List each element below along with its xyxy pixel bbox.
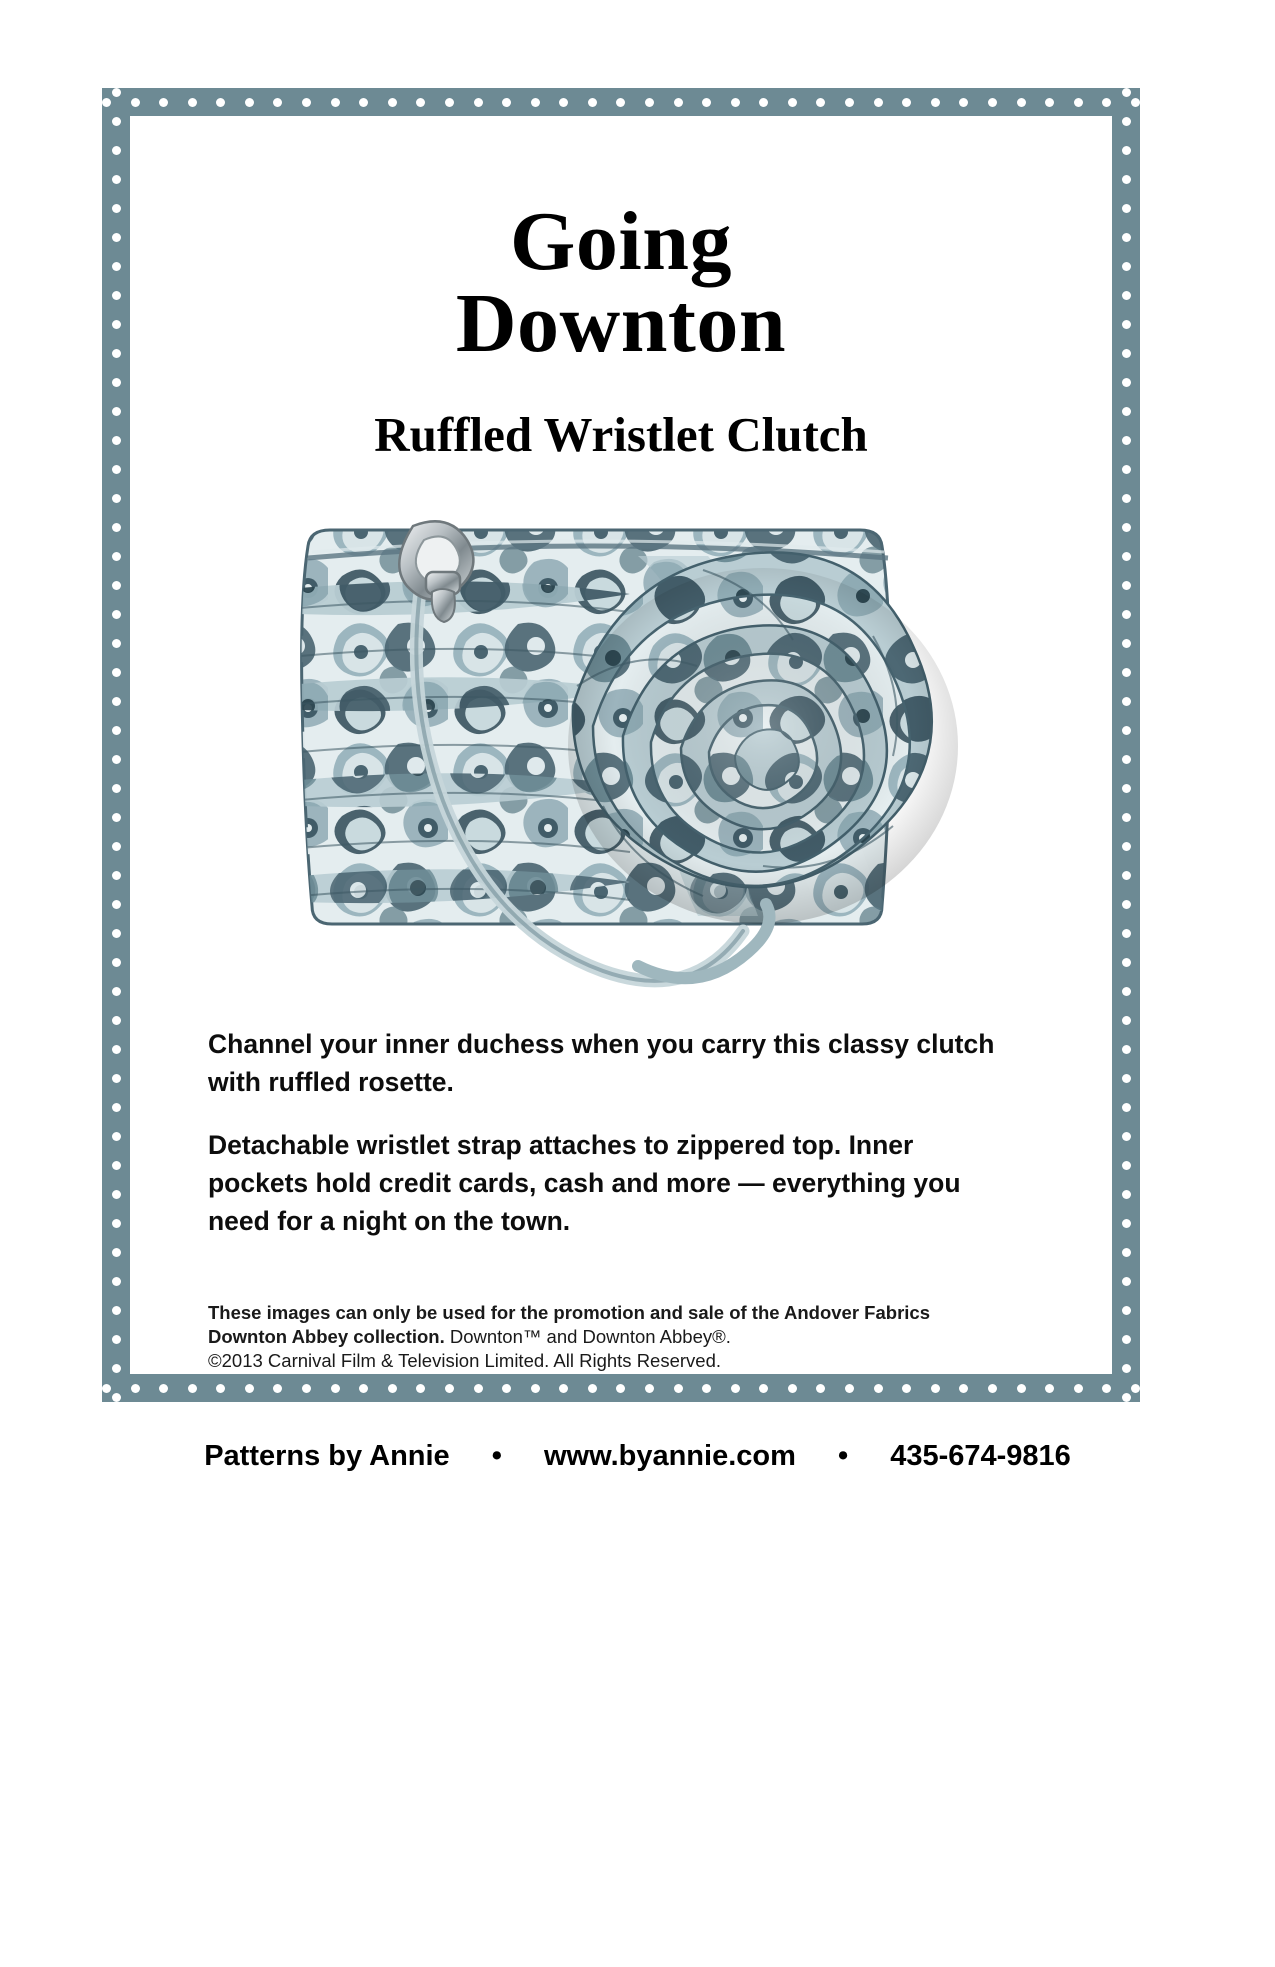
frame-dot (359, 98, 368, 107)
frame-dot (702, 1384, 711, 1393)
frame-dot (112, 1132, 121, 1141)
frame-dot (1122, 1219, 1131, 1228)
frame-dot (1122, 523, 1131, 532)
frame-dot (1122, 88, 1131, 97)
page-subtitle: Ruffled Wristlet Clutch (374, 407, 868, 462)
frame-dot (645, 1384, 654, 1393)
frame-dot (131, 98, 140, 107)
frame-dot (112, 233, 121, 242)
frame-dot (1102, 1384, 1111, 1393)
fabric-rosette (568, 552, 958, 924)
frame-dot (1122, 726, 1131, 735)
frame-dot (1017, 98, 1026, 107)
frame-dot (1122, 436, 1131, 445)
frame-dot (1122, 842, 1131, 851)
frame-dot (1122, 1393, 1131, 1402)
frame-dot (416, 98, 425, 107)
frame-dot (845, 1384, 854, 1393)
frame-dot (112, 900, 121, 909)
page-title-line-2: Downton (455, 277, 787, 371)
legal-bold-text: These images can only be used for the promotion and sale of the Andover Fabrics Downton Abbey collection. (208, 1302, 930, 1348)
frame-dot (1122, 1248, 1131, 1257)
frame-dot (112, 871, 121, 880)
footer-brand: Patterns by Annie (204, 1440, 450, 1472)
frame-dot (112, 958, 121, 967)
frame-dot (702, 98, 711, 107)
frame-dot (112, 1190, 121, 1199)
frame-dot (112, 1045, 121, 1054)
frame-dot (1122, 1045, 1131, 1054)
frame-dot (1122, 929, 1131, 938)
frame-dots-right (1112, 88, 1140, 1402)
frame-dot (1122, 1277, 1131, 1286)
frame-dot (159, 1384, 168, 1393)
frame-dot (816, 1384, 825, 1393)
frame-dot (1122, 465, 1131, 474)
frame-dot (1122, 987, 1131, 996)
frame-dot (1122, 1364, 1131, 1373)
frame-dot (112, 784, 121, 793)
frame-dot (1122, 1161, 1131, 1170)
description-paragraph-1: Channel your inner duchess when you carry this classy clutch with ruffled rosette. (208, 1029, 995, 1097)
frame-dot (273, 98, 282, 107)
frame-dot (1122, 900, 1131, 909)
clutch-illustration (208, 496, 1048, 1006)
frame-dot (1122, 320, 1131, 329)
frame-dot (788, 98, 797, 107)
frame-dot (112, 581, 121, 590)
footer-bullet-1: • (491, 1440, 502, 1472)
frame-dot (502, 98, 511, 107)
frame-dot (1122, 117, 1131, 126)
frame-dot (531, 98, 540, 107)
frame-dot (474, 98, 483, 107)
page-title-line-1: Going (510, 195, 732, 288)
frame-dots-top (102, 88, 1140, 116)
frame-dot (112, 349, 121, 358)
frame-dot (588, 1384, 597, 1393)
frame-dot (1122, 204, 1131, 213)
frame-dot (902, 1384, 911, 1393)
frame-dot (1122, 1335, 1131, 1344)
frame-dot (331, 1384, 340, 1393)
frame-dot (112, 1277, 121, 1286)
frame-dot (931, 1384, 940, 1393)
frame-dot (1122, 1016, 1131, 1025)
frame-dots-left (102, 88, 130, 1402)
frame-dot (416, 1384, 425, 1393)
frame-dot (112, 262, 121, 271)
frame-dot (188, 1384, 197, 1393)
frame-dot (112, 1306, 121, 1315)
frame-dot (1122, 639, 1131, 648)
frame-dot (245, 1384, 254, 1393)
frame-dot (502, 1384, 511, 1393)
frame-dot (112, 813, 121, 822)
frame-dot (112, 407, 121, 416)
frame-dot (874, 98, 883, 107)
frame-dot (112, 378, 121, 387)
frame-dot (188, 98, 197, 107)
frame-dot (1122, 233, 1131, 242)
frame-dot (1074, 1384, 1083, 1393)
frame-dot (759, 1384, 768, 1393)
frame-dot (1122, 1190, 1131, 1199)
frame-dot (112, 987, 121, 996)
frame-dot (788, 1384, 797, 1393)
frame-dot (112, 291, 121, 300)
frame-dot (273, 1384, 282, 1393)
frame-dot (1122, 610, 1131, 619)
description-paragraph-2: Detachable wristlet strap attaches to zippered top. Inner pockets hold credit cards, cash and more — everything you need for a night on the town. (208, 1130, 961, 1236)
frame-dot (112, 1248, 121, 1257)
frame-dot (931, 98, 940, 107)
frame-dot (731, 1384, 740, 1393)
frame-dot (1122, 755, 1131, 764)
frame-dot (816, 98, 825, 107)
frame-dot (1017, 1384, 1026, 1393)
frame-dot (959, 98, 968, 107)
description-text (208, 1026, 998, 1240)
frame-dot (112, 1103, 121, 1112)
frame-dot (902, 98, 911, 107)
frame-dot (112, 726, 121, 735)
frame-dot (845, 98, 854, 107)
frame-dot (112, 1219, 121, 1228)
frame-dot (1122, 146, 1131, 155)
frame-dot (1122, 784, 1131, 793)
frame-dot (1074, 98, 1083, 107)
frame-dot (674, 1384, 683, 1393)
frame-dot (474, 1384, 483, 1393)
frame-dot (112, 552, 121, 561)
frame-dot (1045, 1384, 1054, 1393)
frame-dot (1122, 349, 1131, 358)
frame-dot (1122, 871, 1131, 880)
frame-dot (1122, 697, 1131, 706)
frame-dot (112, 755, 121, 764)
frame-dot (1122, 494, 1131, 503)
frame-dot (216, 98, 225, 107)
frame-dot (302, 1384, 311, 1393)
frame-dot (112, 610, 121, 619)
legal-notice (208, 1301, 1008, 1373)
frame-dot (1122, 813, 1131, 822)
page-title (130, 195, 1112, 371)
frame-dot (1122, 1074, 1131, 1083)
dotted-frame (102, 88, 1140, 1402)
frame-dot (988, 1384, 997, 1393)
frame-dot (674, 98, 683, 107)
frame-dot (359, 1384, 368, 1393)
frame-dot (112, 1393, 121, 1402)
product-photo (208, 496, 1048, 1006)
frame-dot (112, 1335, 121, 1344)
frame-dot (388, 98, 397, 107)
frame-dot (112, 117, 121, 126)
frame-dot (216, 1384, 225, 1393)
frame-dot (112, 465, 121, 474)
frame-dot (559, 98, 568, 107)
frame-dot (131, 1384, 140, 1393)
frame-dot (302, 98, 311, 107)
frame-inner-area (130, 116, 1112, 1374)
frame-dot (112, 697, 121, 706)
frame-dot (245, 98, 254, 107)
frame-dot (112, 88, 121, 97)
frame-dot (112, 523, 121, 532)
frame-dot (112, 204, 121, 213)
legal-trademark-text: Downton™ and Downton Abbey®. (444, 1326, 731, 1348)
frame-dot (388, 1384, 397, 1393)
frame-dot (1122, 668, 1131, 677)
frame-dot (112, 494, 121, 503)
frame-dot (112, 146, 121, 155)
frame-dot (445, 1384, 454, 1393)
frame-dot (1122, 1306, 1131, 1315)
frame-dot (988, 98, 997, 107)
frame-dot (1122, 581, 1131, 590)
frame-dot (112, 639, 121, 648)
frame-dot (1122, 1132, 1131, 1141)
frame-dot (112, 436, 121, 445)
frame-dot (112, 1364, 121, 1373)
frame-dot (1122, 291, 1131, 300)
frame-dot (874, 1384, 883, 1393)
frame-dot (616, 98, 625, 107)
footer-bullet-2: • (837, 1440, 849, 1472)
frame-dot (759, 98, 768, 107)
frame-dot (531, 1384, 540, 1393)
legal-copyright-text: ©2013 Carnival Film & Television Limited. All Rights Reserved. (208, 1350, 722, 1372)
frame-dot (112, 1161, 121, 1170)
frame-dot (112, 842, 121, 851)
frame-dot (1045, 98, 1054, 107)
frame-dot (588, 98, 597, 107)
frame-dot (1122, 378, 1131, 387)
footer-website[interactable]: www.byannie.com (543, 1440, 796, 1472)
frame-dot (645, 98, 654, 107)
frame-dot (1122, 958, 1131, 967)
frame-dot (1122, 552, 1131, 561)
frame-dot (331, 98, 340, 107)
frame-dot (112, 1074, 121, 1083)
frame-dot (616, 1384, 625, 1393)
frame-dot (731, 98, 740, 107)
frame-dot (1122, 407, 1131, 416)
frame-dot (559, 1384, 568, 1393)
footer-phone: 435-674-9816 (890, 1440, 1071, 1472)
frame-dot (112, 929, 121, 938)
frame-dot (159, 98, 168, 107)
frame-dot (112, 320, 121, 329)
frame-dot (1102, 98, 1111, 107)
frame-dot (1122, 262, 1131, 271)
footer (0, 1440, 1275, 1473)
frame-dot (112, 1016, 121, 1025)
frame-dot (112, 175, 121, 184)
frame-dot (1122, 1103, 1131, 1112)
frame-dot (1122, 175, 1131, 184)
frame-dots-bottom (102, 1374, 1140, 1402)
frame-dot (959, 1384, 968, 1393)
frame-dot (445, 98, 454, 107)
frame-dot (112, 668, 121, 677)
